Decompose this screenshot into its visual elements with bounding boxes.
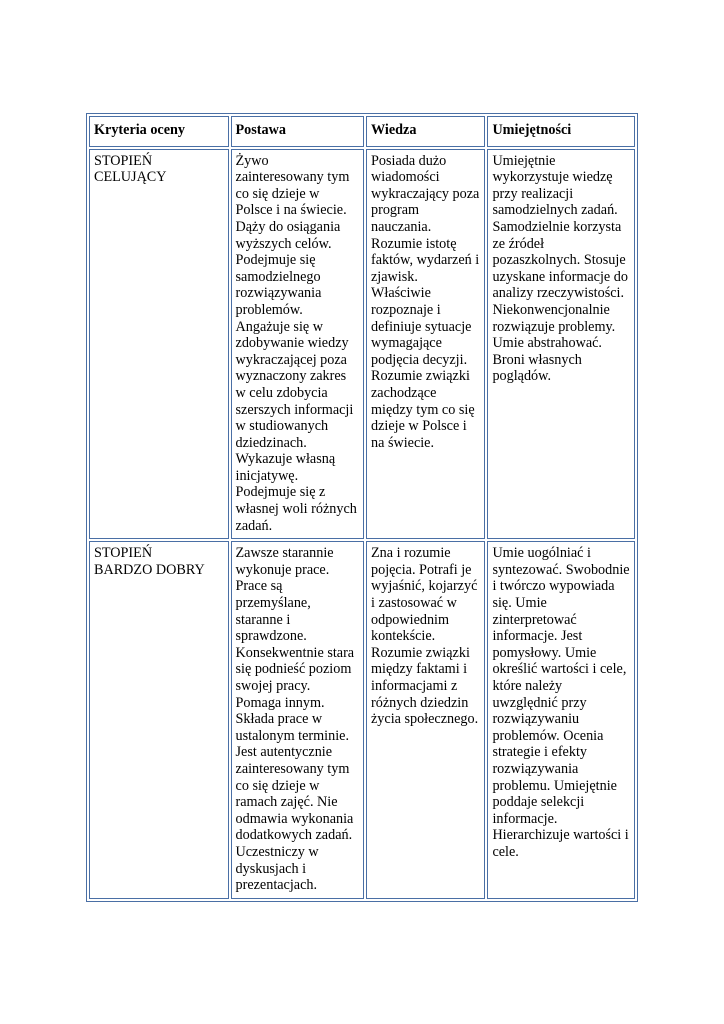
wiedza-text: Posiada dużo wiadomości wykraczający poza program nauczania. Rozumie istotę faktów, wydarzeń i zjawisk. Właściwie rozpoznaje i definiuje sytuacje wymagające podjęcia decyzji. Rozumie związki zachodzące między tym co się dzieje w Polsce i na świecie. — [371, 152, 480, 451]
table-row — [89, 149, 635, 540]
grade-label: STOPIEŃ BARDZO DOBRY — [94, 545, 205, 578]
postawa-cell — [231, 541, 364, 898]
postawa-cell — [231, 149, 364, 540]
header-umiejetnosci: Umiejętności — [487, 116, 635, 147]
grade-label: STOPIEŃ CELUJĄCY — [94, 152, 167, 186]
umiejetnosci-text: Umiejętnie wykorzystuje wiedzę przy realizacji samodzielnych zadań. Samodzielnie korzysta ze źródeł pozaszkolnych. Stosuje uzyskane informacje do analizy rzeczywistości. Niekonwencjonalnie rozwiązuje problemy. Umie abstrahować. Broni własnych poglądów. — [492, 152, 628, 385]
table-row — [89, 541, 635, 898]
umiejetnosci-cell — [487, 149, 635, 540]
umiejetnosci-cell — [487, 541, 635, 898]
postawa-text: Zawsze starannie wykonuje prace. Prace są przemyślane, staranne i sprawdzone. Konsekwentnie stara się podnieść poziom swojej pracy. Pomaga innym. Składa prace w ustalonym terminie. Jest autentycznie zainteresowany tym co się dzieje w ramach zajęć. Nie odmawia wykonania dodatkowych zadań. Uczestniczy w dyskusjach i prezentacjach. — [235, 545, 355, 894]
wiedza-text: Zna i rozumie pojęcia. Potrafi je wyjaśnić, kojarzyć i zastosować w odpowiednim kontekście. Rozumie związki między faktami i informacjami z różnych dziedzin życia społecznego. — [371, 545, 479, 728]
grade-cell — [89, 149, 229, 540]
wiedza-cell — [366, 149, 485, 540]
grading-criteria-table — [86, 113, 638, 902]
postawa-text: Żywo zainteresowany tym co się dzieje w Polsce i na świecie. Dąży do osiągania wyższych celów. Podejmuje się samodzielnego rozwiązywania problemów. Angażuje się w zdobywanie wiedzy wykraczającej poza wyznaczony zakres w celu zdobycia szerszych informacji w studiowanych dziedzinach. Wykazuje własną inicjatywę. Podejmuje się z własnej woli różnych zadań. — [235, 152, 357, 534]
header-kryteria-oceny: Kryteria oceny — [89, 116, 229, 147]
grade-cell — [89, 541, 229, 898]
header-wiedza: Wiedza — [366, 116, 485, 147]
wiedza-cell — [366, 541, 485, 898]
header-postawa: Postawa — [231, 116, 364, 147]
umiejetnosci-text: Umie uogólniać i syntezować. Swobodnie i twórczo wypowiada się. Umie zinterpretować informacje. Jest pomysłowy. Umie określić wartości i cele, które należy uwzględnić przy rozwiązywaniu problemów. Ocenia strategie i efekty rozwiązywania problemu. Umiejętnie poddaje selekcji informacje. Hierarchizuje wartości i cele. — [492, 545, 630, 860]
table-header-row — [89, 116, 635, 147]
